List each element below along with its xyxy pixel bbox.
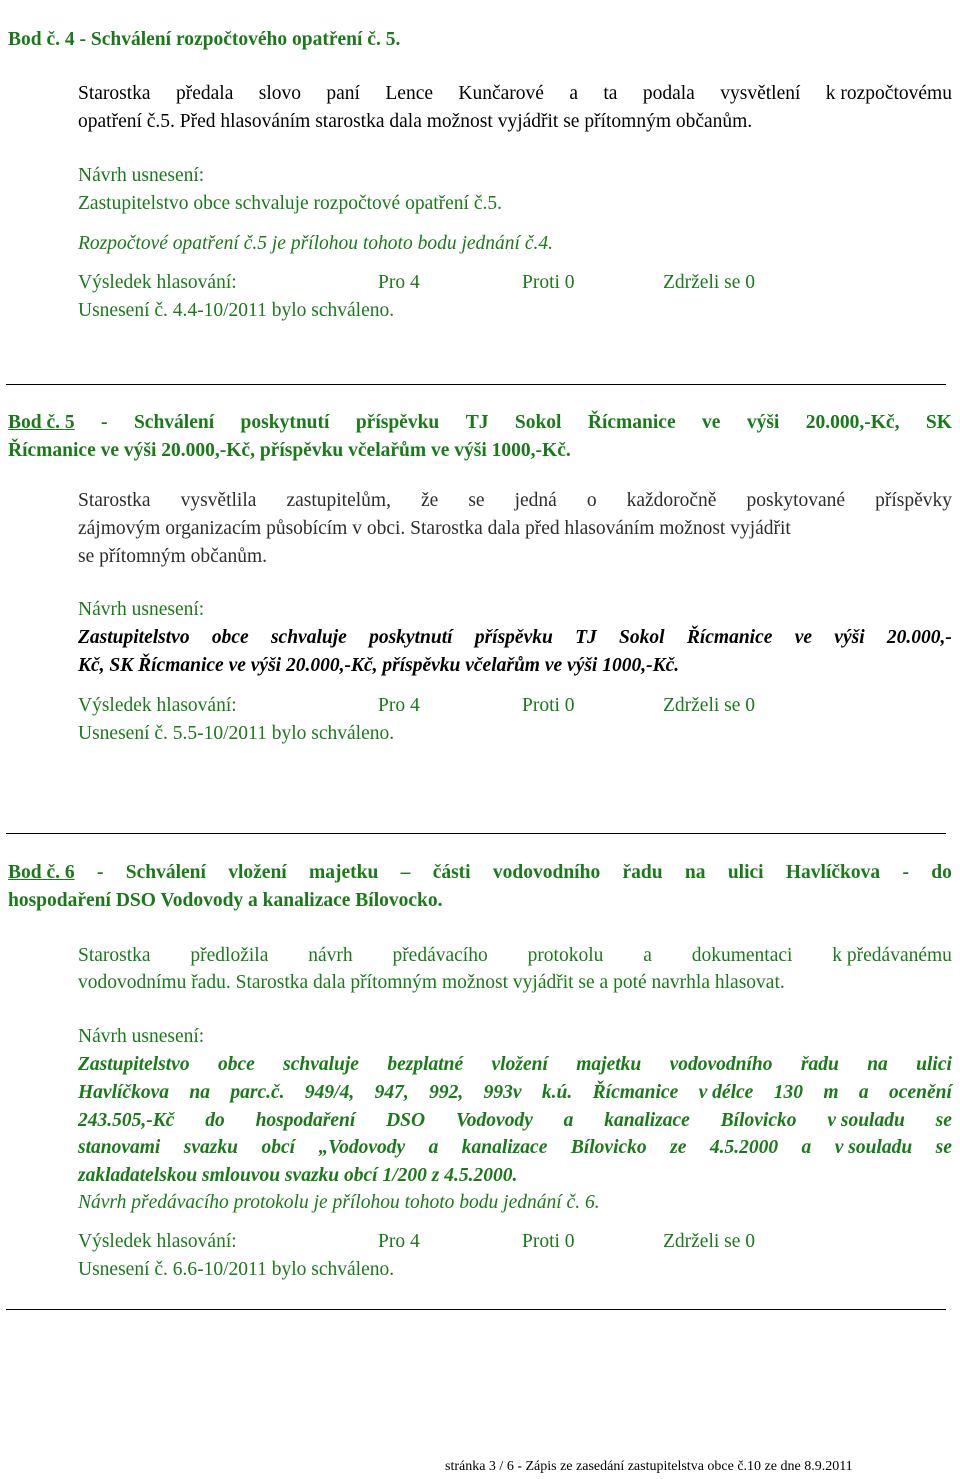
b4-resolution-line2: Rozpočtové opatření č.5 je přílohou tohoto bodu jednání č.4. bbox=[78, 233, 553, 254]
b4-para-line1-word: Kunčarové bbox=[458, 83, 544, 104]
b5-heading-line1-word: - bbox=[101, 412, 108, 433]
b5-heading-line1-word: Řícmanice bbox=[587, 412, 676, 433]
b5-resolution-line1-word: 20.000,- bbox=[886, 627, 952, 648]
b5-resolution-line1-word: Zastupitelstvo bbox=[78, 627, 190, 648]
b5-resolution-line1 bbox=[78, 627, 952, 649]
b6-heading-line1-word: vložení bbox=[228, 862, 287, 883]
b4-para-line1-word: Starostka bbox=[78, 83, 151, 104]
b5-resolution-line2: Kč, SK Řícmanice ve výši 20.000,-Kč, příspěvku včelařům ve výši 1000,-Kč. bbox=[78, 655, 680, 676]
b4-heading-rest: - Schválení rozpočtového opatření č. 5. bbox=[74, 29, 401, 50]
b6-resolution-line1 bbox=[78, 1054, 952, 1076]
b6-heading-line1 bbox=[8, 862, 952, 884]
b6-resolution-line2-word: 130 bbox=[773, 1082, 803, 1103]
b6-para-line1-word: a bbox=[643, 945, 652, 966]
b6-heading-line1-word: ulici bbox=[727, 862, 764, 883]
b6-resolution-line6: Návrh předávacího protokolu je přílohou tohoto bodu jednání č. 6. bbox=[78, 1192, 600, 1213]
b6-resolution-line3-word: se bbox=[935, 1110, 952, 1131]
b4-para-line1-word: a bbox=[569, 83, 578, 104]
b6-resolution-line4-word: 4.5.2000 bbox=[709, 1137, 779, 1158]
b4-heading bbox=[8, 29, 400, 51]
b4-para-line1 bbox=[78, 83, 952, 105]
b5-para-line1-word: se bbox=[468, 490, 485, 511]
b6-resolution-line2-word: a bbox=[858, 1082, 869, 1103]
b6-resolution-line1-word: na bbox=[867, 1054, 888, 1075]
b6-resolution-line2 bbox=[78, 1082, 952, 1104]
b6-resolution-line1-word: schvaluje bbox=[283, 1054, 359, 1075]
b6-heading-line1-word: do bbox=[931, 862, 952, 883]
b5-para-line1-word: Starostka bbox=[78, 490, 151, 511]
b5-heading-line1-word: TJ bbox=[465, 412, 489, 433]
b4-para-line1-word: k rozpočtovému bbox=[825, 83, 952, 104]
b6-resolution-line4-word: kanalizace bbox=[461, 1137, 548, 1158]
b6-heading-line1-word: majetku bbox=[309, 862, 379, 883]
b6-resolution-line5: zakladatelskou smlouvou svazku obcí 1/200 z 4.5.2000. bbox=[78, 1165, 518, 1186]
b4-usneseni: Usnesení č. 4.4-10/2011 bylo schváleno. bbox=[78, 300, 395, 321]
b6-heading-line1-word: Schválení bbox=[125, 862, 206, 883]
b6-resolution-line2-word: m bbox=[823, 1082, 839, 1103]
b5-vote-proti: Proti 0 bbox=[522, 695, 575, 716]
b6-resolution-line2-word: 992, bbox=[429, 1082, 464, 1103]
b4-navrh-label: Návrh usnesení: bbox=[78, 165, 205, 186]
b6-resolution-line3-word: Bílovicko bbox=[720, 1110, 797, 1131]
divider-3 bbox=[6, 1309, 946, 1310]
b5-para-line1-word: příspěvky bbox=[875, 490, 952, 511]
b5-para-line1 bbox=[78, 490, 952, 512]
b5-vote-pro: Pro 4 bbox=[378, 695, 420, 716]
b6-resolution-line3-word: 243.505,-Kč bbox=[78, 1110, 175, 1131]
b4-resolution-line1: Zastupitelstvo obce schvaluje rozpočtové opatření č.5. bbox=[78, 193, 502, 214]
b6-heading-line1-word: na bbox=[684, 862, 706, 883]
b6-resolution-line1-word: Zastupitelstvo bbox=[78, 1054, 190, 1075]
b5-resolution-line1-word: příspěvku bbox=[474, 627, 553, 648]
b6-heading-line1-word: - bbox=[902, 862, 909, 883]
b5-heading-line1 bbox=[8, 412, 952, 434]
b5-para-line1-word: jedná bbox=[514, 490, 557, 511]
b6-resolution-line2-word: Řícmanice bbox=[592, 1082, 679, 1103]
b6-vote-proti: Proti 0 bbox=[522, 1231, 575, 1252]
b4-para-line1-word: vysvětlení bbox=[720, 83, 801, 104]
b6-resolution-line2-word: Havlíčkova bbox=[78, 1082, 169, 1103]
b4-para-line1-word: Lence bbox=[385, 83, 434, 104]
b5-para-line3: se přítomným občanům. bbox=[78, 546, 268, 567]
b5-heading-line1-word: výši bbox=[746, 412, 780, 433]
b6-resolution-line1-word: obce bbox=[217, 1054, 255, 1075]
b6-heading-line1-word: Havlíčkova bbox=[785, 862, 881, 883]
b6-heading-line1-word: vodovodního bbox=[492, 862, 601, 883]
b5-para-line1-word: každoročně bbox=[626, 490, 717, 511]
b5-heading-line1-word: ve bbox=[702, 412, 721, 433]
b5-heading-line1-word: 20.000,-Kč, bbox=[805, 412, 900, 433]
b4-para-line1-word: ta bbox=[603, 83, 618, 104]
b5-para-line1-word: že bbox=[420, 490, 439, 511]
b5-heading-prefix: Bod č. 5 bbox=[8, 412, 75, 433]
b4-para-line1-word: podala bbox=[642, 83, 695, 104]
b4-vote-label: Výsledek hlasování: bbox=[78, 272, 237, 293]
page-footer: stránka 3 / 6 - Zápis ze zasedání zastupitelstva obce č.10 ze dne 8.9.2011 bbox=[445, 1459, 853, 1474]
b6-heading-line1-word: části bbox=[432, 862, 471, 883]
b6-heading-line2: hospodaření DSO Vodovody a kanalizace Bílovocko. bbox=[8, 890, 443, 911]
b5-resolution-line1-word: obce bbox=[211, 627, 249, 648]
b6-resolution-line3-word: a bbox=[563, 1110, 574, 1131]
b6-resolution-line1-word: ulici bbox=[916, 1054, 952, 1075]
b5-resolution-line1-word: schvaluje bbox=[270, 627, 347, 648]
divider-2 bbox=[6, 833, 946, 834]
b4-para-line1-word: paní bbox=[326, 83, 360, 104]
b4-para-line1-word: slovo bbox=[258, 83, 302, 104]
b6-resolution-line4-word: svazku bbox=[183, 1137, 238, 1158]
b6-vote-label: Výsledek hlasování: bbox=[78, 1231, 237, 1252]
b5-para-line2: zájmovým organizacím působícím v obci. Starostka dala před hlasováním možnost vyjádřit bbox=[78, 518, 791, 539]
b6-para-line1-word: dokumentaci bbox=[691, 945, 793, 966]
b6-resolution-line2-word: v délce bbox=[698, 1082, 754, 1103]
b5-resolution-line1-word: poskytnutí bbox=[369, 627, 453, 648]
b6-resolution-line4-word: ze bbox=[670, 1137, 687, 1158]
b6-resolution-line4-word: a bbox=[801, 1137, 812, 1158]
b6-resolution-line3-word: do bbox=[205, 1110, 225, 1131]
b4-vote-proti: Proti 0 bbox=[522, 272, 575, 293]
b6-heading-line1-word: řadu bbox=[622, 862, 663, 883]
b6-para-line1-word: návrh bbox=[308, 945, 353, 966]
b6-resolution-line2-word: 993v bbox=[483, 1082, 522, 1103]
b5-vote-zdrzeli: Zdrželi se 0 bbox=[663, 695, 756, 716]
b4-vote-pro: Pro 4 bbox=[378, 272, 420, 293]
b6-resolution-line2-word: parc.č. bbox=[230, 1082, 285, 1103]
b6-para-line2: vodovodnímu řadu. Starostka dala přítomným možnost vyjádřit se a poté navrhla hlasovat. bbox=[78, 972, 785, 993]
b6-para-line1-word: předávacího bbox=[392, 945, 488, 966]
b6-resolution-line2-word: na bbox=[189, 1082, 210, 1103]
b6-resolution-line4-word: „Vodovody bbox=[318, 1137, 406, 1158]
b5-para-line1-word: poskytované bbox=[746, 490, 846, 511]
b6-usneseni: Usnesení č. 6.6-10/2011 bylo schváleno. bbox=[78, 1259, 395, 1280]
b5-resolution-line1-word: Sokol bbox=[619, 627, 665, 648]
b6-resolution-line3 bbox=[78, 1110, 952, 1132]
b5-para-line1-word: o bbox=[586, 490, 597, 511]
b6-vote-pro: Pro 4 bbox=[378, 1231, 420, 1252]
b6-resolution-line4-word: obcí bbox=[261, 1137, 296, 1158]
b6-para-line1 bbox=[78, 945, 952, 967]
b6-resolution-line2-word: k.ú. bbox=[541, 1082, 573, 1103]
b6-resolution-line1-word: vodovodního bbox=[669, 1054, 773, 1075]
b6-resolution-line4 bbox=[78, 1137, 952, 1159]
b6-resolution-line4-word: Bílovicko bbox=[570, 1137, 647, 1158]
b5-resolution-line1-word: ve bbox=[794, 627, 813, 648]
b6-navrh-label: Návrh usnesení: bbox=[78, 1026, 205, 1047]
b6-resolution-line4-word: stanovami bbox=[78, 1137, 161, 1158]
b6-para-line1-word: předložila bbox=[190, 945, 269, 966]
b5-heading-line1-word: příspěvku bbox=[355, 412, 440, 433]
b5-resolution-line1-word: TJ bbox=[575, 627, 597, 648]
b6-resolution-line1-word: bezplatné bbox=[387, 1054, 464, 1075]
b6-resolution-line3-word: DSO bbox=[386, 1110, 426, 1131]
b6-para-line1-word: k předávanému bbox=[832, 945, 952, 966]
b4-para-line1-word: předala bbox=[175, 83, 234, 104]
b6-resolution-line3-word: Vodovody bbox=[455, 1110, 533, 1131]
b6-para-line1-word: protokolu bbox=[527, 945, 604, 966]
b5-vote-label: Výsledek hlasování: bbox=[78, 695, 237, 716]
b5-heading-line2: Řícmanice ve výši 20.000,-Kč, příspěvku včelařům ve výši 1000,-Kč. bbox=[8, 440, 571, 461]
b6-resolution-line3-word: kanalizace bbox=[604, 1110, 690, 1131]
b6-resolution-line1-word: vložení bbox=[491, 1054, 548, 1075]
b6-heading-prefix: Bod č. 6 bbox=[8, 862, 75, 883]
b5-resolution-line1-word: výši bbox=[834, 627, 865, 648]
b6-resolution-line4-word: a bbox=[428, 1137, 439, 1158]
b5-para-line1-word: zastupitelům, bbox=[286, 490, 391, 511]
b6-resolution-line1-word: řadu bbox=[800, 1054, 839, 1075]
b6-para-line1-word: Starostka bbox=[78, 945, 151, 966]
b6-heading-line1-word: - bbox=[96, 862, 104, 883]
b5-heading-line1-word: Sokol bbox=[514, 412, 562, 433]
b5-heading-line1-word: SK bbox=[925, 412, 952, 433]
b6-vote-zdrzeli: Zdrželi se 0 bbox=[663, 1231, 756, 1252]
b6-resolution-line2-word: 949/4, bbox=[304, 1082, 355, 1103]
b5-usneseni: Usnesení č. 5.5-10/2011 bylo schváleno. bbox=[78, 723, 395, 744]
b6-resolution-line3-word: v souladu bbox=[827, 1110, 905, 1131]
b6-resolution-line1-word: majetku bbox=[576, 1054, 642, 1075]
b5-heading-line1-word: Schválení bbox=[133, 412, 215, 433]
b5-navrh-label: Návrh usnesení: bbox=[78, 599, 205, 620]
b6-heading-line1-word: – bbox=[400, 862, 411, 883]
b4-para-line2: opatření č.5. Před hlasováním starostka dala možnost vyjádřit se přítomným občanům. bbox=[78, 111, 753, 132]
b6-resolution-line3-word: hospodaření bbox=[255, 1110, 356, 1131]
b5-para-line1-word: vysvětlila bbox=[180, 490, 257, 511]
b4-vote-zdrzeli: Zdrželi se 0 bbox=[663, 272, 756, 293]
b6-resolution-line2-word: ocenění bbox=[889, 1082, 952, 1103]
b6-resolution-line4-word: se bbox=[935, 1137, 952, 1158]
b6-resolution-line2-word: 947, bbox=[374, 1082, 409, 1103]
b6-resolution-line4-word: v souladu bbox=[834, 1137, 913, 1158]
b5-resolution-line1-word: Řícmanice bbox=[686, 627, 773, 648]
b5-heading-line1-word: poskytnutí bbox=[240, 412, 330, 433]
b4-heading-prefix: Bod č. 4 bbox=[8, 29, 75, 50]
divider-1 bbox=[6, 384, 946, 385]
